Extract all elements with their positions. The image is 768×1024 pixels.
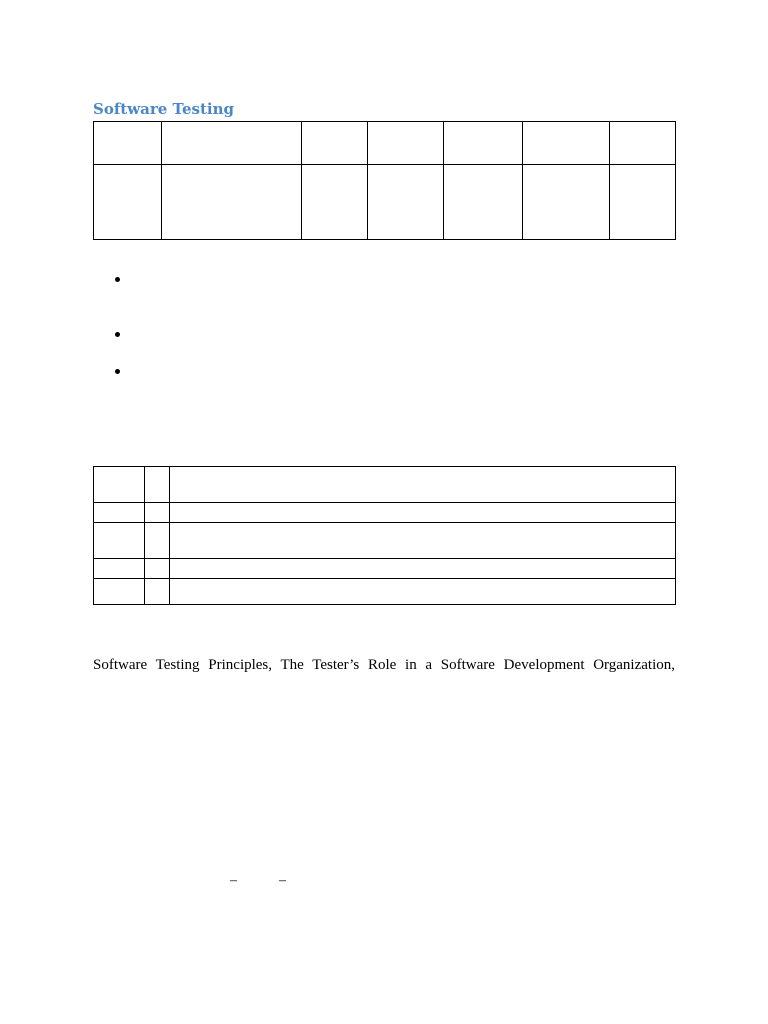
table-cell (94, 559, 145, 579)
table-cell (94, 579, 145, 605)
dash-mark: – (279, 873, 286, 888)
table-cell (170, 467, 676, 503)
table-cell (94, 503, 145, 523)
table-cell (145, 503, 170, 523)
table-cell (162, 165, 302, 240)
list-item (110, 268, 132, 290)
table-cell (145, 579, 170, 605)
unit-outline-table (93, 466, 676, 605)
table-cell (444, 122, 523, 165)
table-cell (162, 122, 302, 165)
course-details-table (93, 121, 676, 240)
table-cell (94, 467, 145, 503)
table-cell (170, 523, 676, 559)
table-cell (94, 523, 145, 559)
table-cell (368, 165, 444, 240)
bullet-icon (115, 277, 120, 282)
document-title: Software Testing (93, 100, 234, 118)
table-cell (523, 122, 610, 165)
table-row (94, 579, 676, 605)
table-cell (302, 122, 368, 165)
table-cell (523, 165, 610, 240)
syllabus-paragraph: Software Testing Principles, The Tester’s Role in a Software Development Organization, (93, 657, 675, 673)
table-cell (94, 165, 162, 240)
table-cell (170, 503, 676, 523)
dash-mark: – (230, 873, 237, 888)
table-cell (610, 165, 676, 240)
table-cell (444, 165, 523, 240)
table-cell (368, 122, 444, 165)
table-cell (145, 467, 170, 503)
table-cell (610, 122, 676, 165)
table-row (94, 559, 676, 579)
table-row (94, 467, 676, 503)
table-cell (170, 559, 676, 579)
table-row (94, 503, 676, 523)
bullet-icon (115, 332, 120, 337)
list-item (110, 323, 132, 345)
table-cell (302, 165, 368, 240)
table-row (94, 523, 676, 559)
list-item (110, 360, 132, 382)
bullet-icon (115, 369, 120, 374)
table-row (94, 122, 676, 165)
table-cell (170, 579, 676, 605)
table-cell (145, 523, 170, 559)
table-cell (145, 559, 170, 579)
table-row (94, 165, 676, 240)
table-cell (94, 122, 162, 165)
